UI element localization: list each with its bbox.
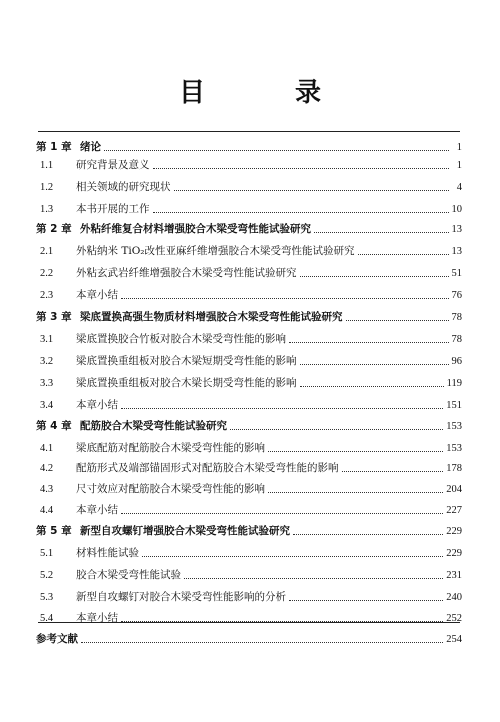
toc-chapter-entry[interactable]	[36, 631, 462, 647]
page-number: 153	[446, 443, 462, 454]
page-number: 240	[446, 592, 462, 603]
entry-number: 2.3	[40, 290, 54, 301]
entry-title: 相关领域的研究现状	[76, 181, 171, 193]
entry-number: 第 1 章	[36, 141, 72, 153]
page-number: 229	[446, 526, 462, 537]
dot-leader	[300, 385, 444, 387]
dot-leader	[121, 512, 443, 514]
entry-number: 3.2	[40, 356, 54, 367]
entry-number: 5.1	[40, 548, 54, 559]
toc-chapter-entry[interactable]	[36, 221, 462, 237]
toc-section-entry[interactable]	[36, 481, 462, 497]
entry-title: 本章小结	[76, 612, 118, 624]
page-number: 96	[451, 356, 462, 367]
page-number: 76	[451, 290, 462, 301]
page-number: 1	[456, 160, 462, 171]
page-number: 178	[446, 463, 462, 474]
dot-leader	[184, 577, 443, 579]
entry-title: 参考文献	[36, 633, 78, 645]
entry-title: 梁底配筋对配筋胶合木梁受弯性能的影响	[76, 442, 265, 454]
entry-number: 3.1	[40, 334, 54, 345]
entry-number: 第 4 章	[36, 420, 72, 432]
entry-title: 本章小结	[76, 504, 118, 516]
entry-title: 新型自攻螺钉增强胶合木梁受弯性能试验研究	[80, 525, 290, 537]
dot-leader	[142, 555, 443, 557]
page-number: 204	[446, 484, 462, 495]
toc-section-entry[interactable]	[36, 353, 462, 369]
toc-section-entry[interactable]	[36, 610, 462, 626]
page-number: 252	[446, 613, 462, 624]
entry-title: 材料性能试验	[76, 547, 139, 559]
page-number: 1	[456, 142, 462, 153]
toc-section-entry[interactable]	[36, 287, 462, 303]
entry-title: 胶合木梁受弯性能试验	[76, 569, 181, 581]
toc-chapter-entry[interactable]	[36, 418, 462, 434]
entry-number: 3.3	[40, 378, 54, 389]
dot-leader	[104, 149, 449, 151]
entry-number: 3.4	[40, 400, 54, 411]
page-number: 153	[446, 421, 462, 432]
toc-section-entry[interactable]	[36, 545, 462, 561]
dot-leader	[342, 470, 444, 472]
entry-title: 梁底置换胶合竹板对胶合木梁受弯性能的影响	[76, 333, 286, 345]
dot-leader	[81, 641, 443, 643]
page-number: 4	[456, 182, 462, 193]
toc-chapter-entry[interactable]	[36, 309, 462, 325]
entry-title: 本章小结	[76, 399, 118, 411]
page-title: 目 录	[178, 78, 353, 108]
page-number: 13	[451, 246, 462, 257]
entry-number: 4.1	[40, 443, 54, 454]
top-rule	[38, 131, 460, 132]
entry-number: 1.3	[40, 204, 54, 215]
toc-section-entry[interactable]	[36, 397, 462, 413]
dot-leader	[358, 253, 449, 255]
entry-number: 第 2 章	[36, 223, 72, 235]
entry-number: 1.2	[40, 182, 54, 193]
dot-leader	[121, 297, 449, 299]
toc-section-entry[interactable]	[36, 243, 462, 259]
entry-number: 2.1	[40, 246, 54, 257]
entry-number: 4.4	[40, 505, 54, 516]
dot-leader	[314, 231, 449, 233]
toc-section-entry[interactable]	[36, 502, 462, 518]
toc-section-entry[interactable]	[36, 201, 462, 217]
toc-section-entry[interactable]	[36, 265, 462, 281]
page-number: 78	[451, 312, 462, 323]
entry-title: 配筋形式及端部锚固形式对配筋胶合木梁受弯性能的影响	[76, 462, 339, 474]
page-number: 10	[451, 204, 462, 215]
entry-title: 梁底置换重组板对胶合木梁短期受弯性能的影响	[76, 355, 297, 367]
toc-section-entry[interactable]	[36, 567, 462, 583]
page-number: 13	[451, 224, 462, 235]
dot-leader	[346, 319, 449, 321]
dot-leader	[289, 599, 443, 601]
entry-title: 本章小结	[76, 289, 118, 301]
toc-section-entry[interactable]	[36, 440, 462, 456]
dot-leader	[174, 189, 450, 191]
entry-number: 4.2	[40, 463, 54, 474]
entry-title: 外粘纤维复合材料增强胶合木梁受弯性能试验研究	[80, 223, 311, 235]
page-number: 78	[451, 334, 462, 345]
page-number: 119	[446, 378, 462, 389]
dot-leader	[121, 620, 443, 622]
toc-chapter-entry[interactable]	[36, 523, 462, 539]
page-number: 229	[446, 548, 462, 559]
entry-title: 梁底置换重组板对胶合木梁长期受弯性能的影响	[76, 377, 297, 389]
toc-section-entry[interactable]	[36, 179, 462, 195]
entry-number: 4.3	[40, 484, 54, 495]
page-number: 151	[446, 400, 462, 411]
entry-title: 外粘纳米 TiO₂改性亚麻纤维增强胶合木梁受弯性能试验研究	[76, 245, 355, 257]
entry-title: 本书开展的工作	[76, 203, 150, 215]
dot-leader	[121, 407, 443, 409]
toc-section-entry[interactable]	[36, 375, 462, 391]
dot-leader	[300, 363, 449, 365]
toc-chapter-entry[interactable]	[36, 139, 462, 155]
toc-section-entry[interactable]	[36, 157, 462, 173]
page-number: 51	[451, 268, 462, 279]
page-number: 254	[446, 634, 462, 645]
toc-section-entry[interactable]	[36, 460, 462, 476]
entry-title: 绪论	[80, 141, 101, 153]
entry-title: 配筋胶合木梁受弯性能试验研究	[80, 420, 227, 432]
entry-title: 梁底置换高强生物质材料增强胶合木梁受弯性能试验研究	[80, 311, 343, 323]
entry-title: 研究背景及意义	[76, 159, 150, 171]
entry-number: 5.3	[40, 592, 54, 603]
toc-section-entry[interactable]	[36, 589, 462, 605]
dot-leader	[153, 167, 450, 169]
entry-number: 2.2	[40, 268, 54, 279]
page-number: 227	[446, 505, 462, 516]
entry-number: 第 3 章	[36, 311, 72, 323]
entry-number: 1.1	[40, 160, 54, 171]
page-number: 231	[446, 570, 462, 581]
entry-title: 新型自攻螺钉对胶合木梁受弯性能影响的分析	[76, 591, 286, 603]
entry-number: 第 5 章	[36, 525, 72, 537]
dot-leader	[153, 211, 449, 213]
entry-title: 外粘玄武岩纤维增强胶合木梁受弯性能试验研究	[76, 267, 297, 279]
dot-leader	[293, 533, 443, 535]
dot-leader	[268, 450, 443, 452]
dot-leader	[300, 275, 449, 277]
toc-section-entry[interactable]	[36, 331, 462, 347]
entry-number: 5.2	[40, 570, 54, 581]
dot-leader	[268, 491, 443, 493]
entry-title: 尺寸效应对配筋胶合木梁受弯性能的影响	[76, 483, 265, 495]
dot-leader	[289, 341, 449, 343]
entry-number: 5.4	[40, 613, 54, 624]
dot-leader	[230, 428, 443, 430]
